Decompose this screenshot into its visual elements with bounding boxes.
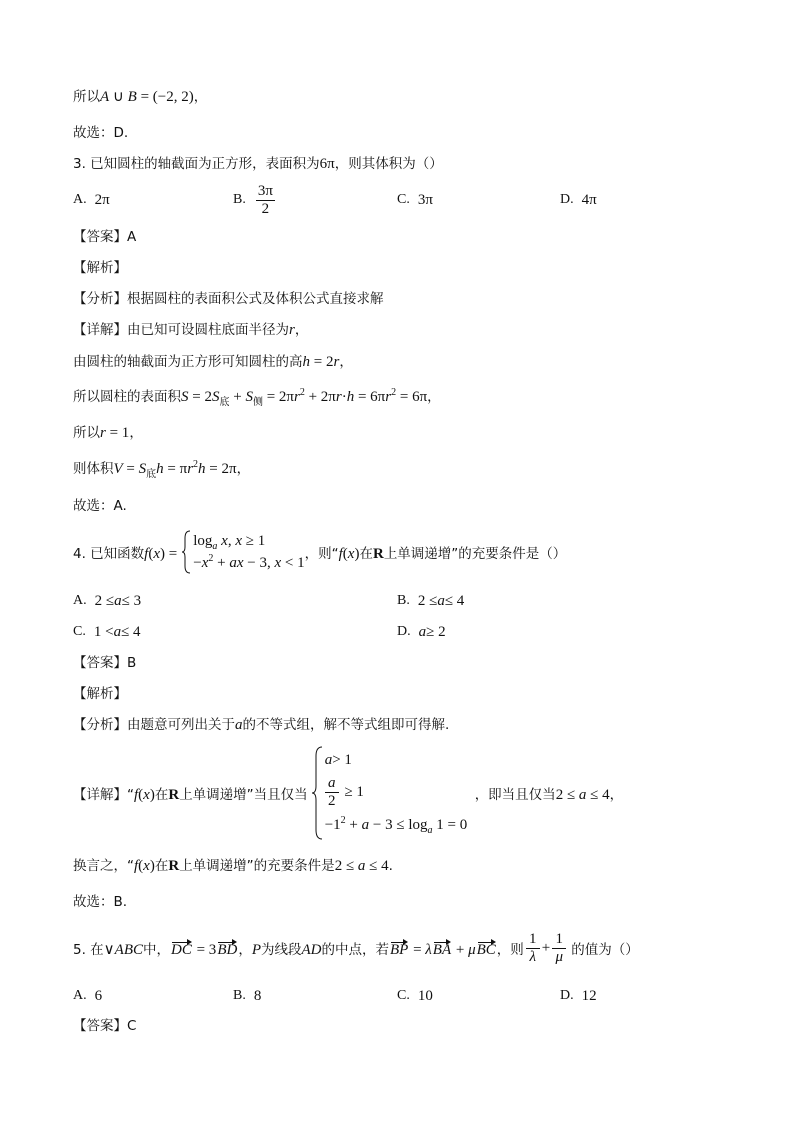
text: 【详解】“ <box>73 786 134 803</box>
math-variable: a <box>437 593 445 609</box>
vector-ba: BA <box>432 941 452 958</box>
math-expr: = 1 <box>105 425 130 441</box>
subscript: a <box>212 541 218 552</box>
fraction-denominator: 2 <box>261 200 270 217</box>
text: . <box>388 858 393 874</box>
q5-answer <box>73 1016 136 1036</box>
math-operator: = <box>409 941 426 958</box>
math-variable: AD <box>301 941 322 958</box>
math-expr: = <box>122 461 139 477</box>
math-operator: = <box>136 89 153 105</box>
fraction <box>325 775 339 810</box>
option-label: C. <box>73 624 86 639</box>
piecewise-cases <box>193 530 304 574</box>
math-operator: · <box>341 389 347 405</box>
left-brace-icon <box>181 530 191 574</box>
stem-suffix <box>305 542 567 563</box>
math-expr: − 3 ≤ log <box>369 816 428 833</box>
math-paren: ( <box>148 545 154 562</box>
superscript: 2 <box>208 553 214 564</box>
text: 所以圆柱的表面积 <box>73 389 181 405</box>
math-function: log <box>193 533 213 549</box>
text: 的值为（） <box>571 942 639 958</box>
fraction-numerator: 3π <box>257 182 273 199</box>
superscript: 2 <box>340 814 346 826</box>
math-variable: r <box>293 389 300 405</box>
math-variable: a <box>113 624 122 640</box>
math-variable: h <box>156 461 164 477</box>
triangle-symbol: ∨ <box>103 941 115 958</box>
q4-option-d <box>397 622 446 642</box>
math-variable: x <box>347 545 355 562</box>
text: ， <box>129 425 143 441</box>
question-5-stem <box>73 928 639 968</box>
math-variable: B <box>127 89 137 105</box>
q4-detail <box>73 745 623 841</box>
subscript: 底 <box>219 397 230 408</box>
text: ，即当且仅当 <box>474 786 556 803</box>
q3-option-b <box>233 182 277 218</box>
math-set-symbol: R <box>168 786 180 803</box>
q3-solution-heading <box>73 258 127 278</box>
superscript: 2 <box>391 387 397 398</box>
math-variable: ABC <box>114 941 143 958</box>
subscript: 底 <box>146 469 157 480</box>
math-variable: h <box>302 354 310 370</box>
math-variable: x <box>221 533 228 549</box>
option-value: 4π <box>581 192 597 208</box>
math-variable: x <box>143 786 150 803</box>
prev-conclusion <box>73 123 128 143</box>
math-operator: + <box>452 941 469 958</box>
option-label: B. <box>397 593 410 608</box>
detail-suffix <box>475 783 623 804</box>
option-label: A. <box>73 192 87 207</box>
math-expr: 1 < <box>93 624 114 640</box>
q5-option-b <box>233 986 261 1006</box>
system-row-1 <box>325 745 475 775</box>
math-expr: 2 ≤ <box>334 858 358 874</box>
q3-detail-2 <box>73 352 353 372</box>
q4-conclusion <box>73 892 127 912</box>
text: 在 <box>359 545 373 562</box>
math-expr: = π <box>163 461 188 477</box>
math-expr: ≤ 4 <box>365 858 389 874</box>
math-variable: r <box>385 389 392 405</box>
text: 上单调递增”的充要条件是（） <box>383 545 567 562</box>
union-result-line <box>73 87 207 107</box>
superscript: 2 <box>299 387 305 398</box>
math-expr: = 2 <box>310 354 334 370</box>
case-row-1 <box>193 530 304 552</box>
option-value: 8 <box>253 988 262 1004</box>
math-variable: r <box>289 322 295 338</box>
text: 上单调递增”当且仅当 <box>179 786 308 803</box>
math-variable: P <box>251 941 261 958</box>
option-label: D. <box>397 624 411 639</box>
text: ，则“ <box>304 545 339 562</box>
text: 【答案】B <box>73 655 137 671</box>
math-variable: r <box>187 461 194 477</box>
option-value: 6 <box>94 988 103 1004</box>
math-expr: ≤ 4 <box>586 786 610 803</box>
q3-answer <box>73 227 136 247</box>
math-expr: ≥ 2 <box>426 624 446 640</box>
math-expr: ≤ 3 <box>121 593 142 609</box>
text: ，则 <box>496 941 524 958</box>
text: 在 <box>154 786 169 803</box>
q5-option-d <box>560 986 597 1006</box>
math-expr: ≤ 4 <box>121 624 141 640</box>
q3-option-d <box>560 190 597 210</box>
math-expr: + <box>213 555 230 571</box>
math-variable: a <box>357 858 366 874</box>
superscript: 2 <box>193 459 199 470</box>
q3-detail-3 <box>73 387 441 407</box>
text: 由圆柱的轴截面为正方形可知圆柱的高 <box>73 354 303 370</box>
math-expr: 6π <box>319 156 335 172</box>
math-expr: −1 <box>324 816 341 833</box>
text: 在 <box>154 858 169 874</box>
math-variable: a <box>324 751 333 768</box>
text: 的不等式组，解不等式组即可得解. <box>242 717 450 733</box>
text: 【分析】由题意可列出关于 <box>73 717 235 733</box>
math-variable: S <box>138 461 147 477</box>
math-expr: = 6π <box>354 389 386 405</box>
math-paren: ) <box>354 545 360 562</box>
math-expr: 2 ≤ <box>555 786 579 803</box>
math-variable: h <box>346 389 355 405</box>
q4-answer <box>73 653 136 673</box>
text: 【解析】 <box>73 686 127 702</box>
math-expr: < 1 <box>281 555 305 571</box>
q5-option-a <box>73 986 102 1006</box>
math-paren: ( <box>138 858 144 874</box>
math-variable: V <box>113 461 123 477</box>
math-variable: f <box>144 545 149 562</box>
math-expr: = 6π <box>396 389 428 405</box>
math-paren: ) <box>149 786 155 803</box>
math-paren: ( <box>138 786 144 803</box>
option-fraction <box>256 183 275 218</box>
q4-option-a <box>73 591 141 611</box>
option-label: D. <box>560 988 574 1003</box>
option-value: 3π <box>417 192 433 208</box>
math-expr: , <box>227 533 236 549</box>
left-brace-icon <box>311 746 323 840</box>
math-expr: + <box>229 389 246 405</box>
math-expr: ) = <box>160 545 178 562</box>
text: 则体积 <box>73 461 114 477</box>
math-variable: x <box>235 533 242 549</box>
math-paren: ( <box>342 545 348 562</box>
option-value: 10 <box>417 988 433 1004</box>
math-variable: S <box>181 389 189 405</box>
math-variable: f <box>338 545 343 562</box>
math-variable: S <box>245 389 253 405</box>
vector-bp: BP <box>389 941 409 958</box>
q5-option-c <box>397 986 433 1006</box>
vector-dc: DC <box>171 941 192 958</box>
text: 为线段 <box>260 941 302 958</box>
text: 换言之，“ <box>73 858 134 874</box>
text: 4. 已知函数 <box>73 545 145 562</box>
stem-prefix <box>73 542 177 563</box>
math-variable: f <box>134 786 139 803</box>
q3-analysis <box>73 289 384 309</box>
math-operator: ∪ <box>109 89 128 105</box>
text: 【解析】 <box>73 260 127 276</box>
option-value: 2π <box>94 192 110 208</box>
math-variable: a <box>114 593 122 609</box>
math-set-symbol: R <box>168 858 180 874</box>
math-expr: = 2 <box>188 389 212 405</box>
math-variable: S <box>211 389 220 405</box>
math-expr: 1 = 0 <box>432 816 468 833</box>
question-4-stem <box>73 530 566 574</box>
math-expr: = 2π <box>205 461 237 477</box>
q4-solution-heading <box>73 684 127 704</box>
text: 上单调递增”的充要条件是 <box>179 858 335 874</box>
math-variable: x <box>201 555 209 571</box>
math-variable: A <box>100 89 110 105</box>
q4-restatement <box>73 856 393 876</box>
vector-bd: BD <box>217 941 238 958</box>
fraction-one-over-mu <box>552 931 566 966</box>
text: ， <box>339 354 353 370</box>
math-operator: + <box>541 939 551 956</box>
text: 故选：A. <box>73 498 127 514</box>
row-3-expr <box>324 814 468 836</box>
system-row-3 <box>325 809 475 841</box>
fraction-denominator: 2 <box>327 792 336 809</box>
math-variable: x <box>236 555 244 571</box>
q3-conclusion <box>73 496 127 516</box>
stem-main <box>73 938 524 959</box>
math-paren: ) <box>149 858 155 874</box>
text: 故选：B. <box>73 894 128 910</box>
math-variable: λ <box>425 941 432 958</box>
math-expr: − 3, <box>243 555 275 571</box>
text: 所以 <box>73 89 100 105</box>
text: 故选：D. <box>73 125 129 141</box>
math-variable: a <box>418 624 427 640</box>
inequality-system <box>325 745 475 841</box>
option-label: A. <box>73 988 87 1003</box>
text: ， <box>294 322 309 338</box>
case-row-2 <box>193 552 304 574</box>
math-expr: > 1 <box>332 751 352 768</box>
text: 的中点，若 <box>321 941 389 958</box>
math-variable: a <box>361 816 370 833</box>
q3-detail-4 <box>73 423 143 443</box>
text: 【答案】A <box>73 229 137 245</box>
text: 中， <box>143 941 170 958</box>
q3-option-c <box>397 190 433 210</box>
math-variable: x <box>153 545 161 562</box>
math-expr: = 3 <box>192 941 217 958</box>
math-expr: ≥ 1 <box>340 783 364 800</box>
math-variable: μ <box>468 941 476 958</box>
subscript: a <box>427 824 433 836</box>
question-3-stem <box>73 154 443 174</box>
q4-option-b <box>397 591 464 611</box>
math-set-symbol: R <box>372 545 384 562</box>
q4-option-c <box>73 622 141 642</box>
option-label: A. <box>73 593 87 608</box>
text: ， <box>193 89 208 105</box>
text: ，则其体积为（） <box>334 156 443 172</box>
option-value: 12 <box>581 988 597 1004</box>
q3-option-a <box>73 190 110 210</box>
math-variable: f <box>134 858 139 874</box>
text: ， <box>236 461 251 477</box>
math-variable: a <box>229 555 237 571</box>
option-label: B. <box>233 192 246 207</box>
math-variable: x <box>143 858 150 874</box>
text: ， <box>238 941 252 958</box>
math-variable: r <box>100 425 106 441</box>
text: 所以 <box>73 425 100 441</box>
q3-detail-1 <box>73 320 308 340</box>
detail-prefix <box>73 783 308 804</box>
text: 【详解】由已知可设圆柱底面半径为 <box>73 322 289 338</box>
math-expr: ≤ 4 <box>444 593 465 609</box>
math-variable: x <box>274 555 282 571</box>
q4-analysis <box>73 715 449 735</box>
fraction-numerator: 1 <box>552 931 566 949</box>
text: 3. 已知圆柱的轴截面为正方形，表面积为 <box>73 156 320 172</box>
math-variable: a <box>235 717 243 733</box>
math-variable: a <box>578 786 587 803</box>
math-interval: (−2, 2) <box>152 89 194 105</box>
fraction-numerator: 1 <box>526 931 540 949</box>
fraction-numerator: a <box>325 775 339 793</box>
option-label: B. <box>233 988 246 1003</box>
q3-detail-5 <box>73 459 250 479</box>
system-row-2 <box>325 775 475 809</box>
vector-bc: BC <box>476 941 496 958</box>
fraction-denominator: λ <box>529 948 537 965</box>
fraction-one-over-lambda <box>526 931 540 966</box>
math-expr: + <box>345 816 362 833</box>
math-expr: 2 ≤ <box>94 593 115 609</box>
text: ， <box>427 389 441 405</box>
text: ， <box>609 786 624 803</box>
option-label: C. <box>397 988 410 1003</box>
text: 5. 在 <box>73 941 104 958</box>
math-operator: − <box>193 555 202 571</box>
text: 【答案】C <box>73 1018 137 1034</box>
subscript: 侧 <box>252 397 263 408</box>
math-variable: r <box>333 354 340 370</box>
math-variable: r <box>335 389 342 405</box>
option-label: D. <box>560 192 574 207</box>
math-expr: 2 ≤ <box>417 593 438 609</box>
math-expr: = 2π <box>262 389 294 405</box>
math-expr: ≥ 1 <box>242 533 266 549</box>
option-label: C. <box>397 192 410 207</box>
fraction-denominator: μ <box>555 948 564 965</box>
math-expr: + 2π <box>304 389 336 405</box>
text: 【分析】根据圆柱的表面积公式及体积公式直接求解 <box>73 291 384 307</box>
math-variable: h <box>198 461 206 477</box>
